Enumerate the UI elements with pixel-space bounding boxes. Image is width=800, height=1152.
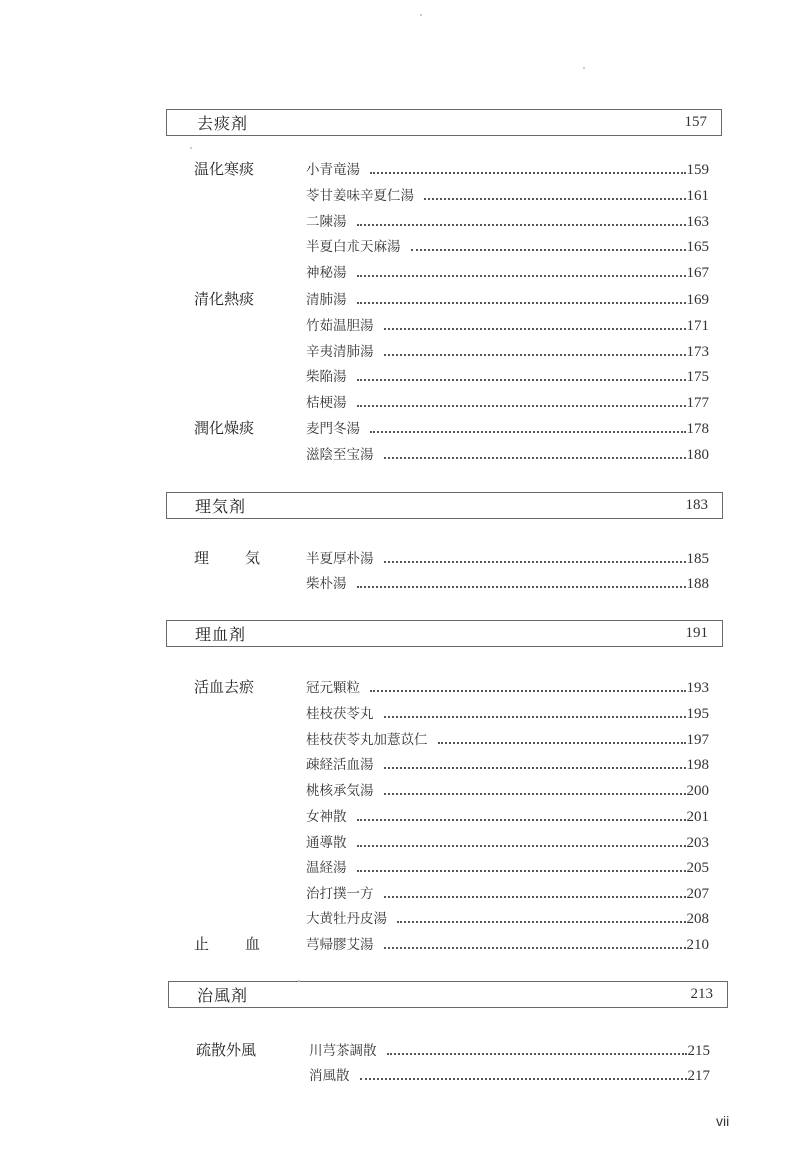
category-char: 理 xyxy=(194,549,210,567)
section-page-number: 157 xyxy=(684,114,707,130)
toc-row xyxy=(0,1039,800,1064)
toc-row xyxy=(0,391,800,416)
toc-entry[interactable] xyxy=(306,314,709,335)
entry-page-number: 167 xyxy=(686,265,709,281)
toc-row xyxy=(0,676,800,701)
entry-name: 竹茹温胆湯 xyxy=(306,318,374,334)
entry-page-number: 205 xyxy=(686,860,709,876)
toc-entry[interactable] xyxy=(306,365,709,386)
category-label: 温化寒痰 xyxy=(194,160,255,178)
toc-entry[interactable] xyxy=(306,235,709,256)
entry-name: 小青竜湯 xyxy=(306,162,360,178)
entry-page-number: 203 xyxy=(686,835,709,851)
toc-entry[interactable] xyxy=(306,572,709,593)
section-page-number: 183 xyxy=(685,497,708,513)
entry-name: 芎帰膠艾湯 xyxy=(306,937,374,953)
toc-entry[interactable] xyxy=(306,261,709,282)
section-title: 治風剤 xyxy=(197,986,249,1005)
section-page-number: 213 xyxy=(690,986,713,1002)
toc-row xyxy=(0,261,800,286)
entry-page-number: 169 xyxy=(686,292,709,308)
entry-name: 温経湯 xyxy=(306,860,347,876)
dot-leader xyxy=(384,947,686,949)
entry-name: 大黄牡丹皮湯 xyxy=(306,911,387,927)
scan-speck xyxy=(420,14,422,16)
toc-entry[interactable] xyxy=(306,391,709,412)
entry-name: 川芎茶調散 xyxy=(309,1043,377,1059)
toc-row xyxy=(0,753,800,778)
dot-leader xyxy=(370,172,686,174)
toc-entry[interactable] xyxy=(306,805,709,826)
entry-page-number: 175 xyxy=(686,369,709,385)
toc-entry[interactable] xyxy=(306,831,709,852)
toc-entry[interactable] xyxy=(306,728,709,749)
dot-leader xyxy=(411,249,686,251)
entry-name: 柴朴湯 xyxy=(306,576,347,592)
entry-page-number: 163 xyxy=(686,214,709,230)
dot-leader xyxy=(357,845,686,847)
dot-leader xyxy=(384,457,686,459)
entry-page-number: 159 xyxy=(686,162,709,178)
toc-row xyxy=(0,882,800,907)
entry-page-number: 201 xyxy=(686,809,709,825)
entry-name: 半夏厚朴湯 xyxy=(306,551,374,567)
dot-leader xyxy=(384,716,686,718)
dot-leader xyxy=(384,328,686,330)
entry-page-number: 195 xyxy=(686,706,709,722)
section-page-number: 191 xyxy=(685,625,708,641)
scan-speck xyxy=(298,980,300,982)
toc-row xyxy=(0,210,800,235)
category-char: 止 xyxy=(194,935,210,953)
entry-name: 神秘湯 xyxy=(306,265,347,281)
toc-entry[interactable] xyxy=(306,933,709,954)
entry-name: 二陳湯 xyxy=(306,214,347,230)
section-header-kyotanzai xyxy=(166,109,722,136)
toc-row xyxy=(0,235,800,260)
toc-row xyxy=(0,340,800,365)
entry-name: 清肺湯 xyxy=(306,292,347,308)
dot-leader xyxy=(397,921,686,923)
toc-row xyxy=(0,365,800,390)
toc-row xyxy=(0,1064,800,1089)
category-label xyxy=(194,933,260,954)
toc-row xyxy=(0,572,800,597)
entry-name: 冠元顆粒 xyxy=(306,680,360,696)
toc-entry[interactable] xyxy=(306,184,709,205)
entry-page-number: 210 xyxy=(686,937,709,953)
toc-entry[interactable] xyxy=(306,158,709,179)
toc-entry[interactable] xyxy=(309,1039,710,1060)
toc-entry[interactable] xyxy=(306,210,709,231)
entry-page-number: 161 xyxy=(686,188,709,204)
toc-entry[interactable] xyxy=(306,676,709,697)
dot-leader xyxy=(357,870,686,872)
entry-name: 半夏白朮天麻湯 xyxy=(306,239,401,255)
toc-entry[interactable] xyxy=(306,340,709,361)
toc-entry[interactable] xyxy=(306,417,709,438)
entry-name: 辛夷清肺湯 xyxy=(306,344,374,360)
dot-leader xyxy=(370,690,686,692)
toc-row xyxy=(0,933,800,958)
dot-leader xyxy=(357,275,686,277)
toc-row xyxy=(0,805,800,830)
toc-row xyxy=(0,856,800,881)
scan-speck xyxy=(190,147,192,149)
entry-name: 滋陰至宝湯 xyxy=(306,447,374,463)
dot-leader xyxy=(387,1053,687,1055)
dot-leader xyxy=(384,793,686,795)
toc-row xyxy=(0,728,800,753)
entry-page-number: 165 xyxy=(686,239,709,255)
dot-leader xyxy=(384,896,686,898)
dot-leader xyxy=(424,198,686,200)
toc-entry[interactable] xyxy=(306,907,709,928)
entry-page-number: 193 xyxy=(686,680,709,696)
category-label: 活血去瘀 xyxy=(194,678,255,696)
dot-leader xyxy=(357,302,686,304)
dot-leader xyxy=(357,819,686,821)
entry-page-number: 215 xyxy=(687,1043,710,1059)
entry-page-number: 198 xyxy=(686,757,709,773)
section-title: 去痰剤 xyxy=(197,114,249,133)
entry-name: 通導散 xyxy=(306,835,347,851)
entry-page-number: 217 xyxy=(687,1068,710,1084)
entry-name: 麦門冬湯 xyxy=(306,421,360,437)
section-title: 理気剤 xyxy=(195,497,247,516)
toc-entry[interactable] xyxy=(306,702,709,723)
entry-name: 柴陥湯 xyxy=(306,369,347,385)
toc-entry[interactable] xyxy=(306,547,709,568)
entry-name: 桂枝茯苓丸加薏苡仁 xyxy=(306,732,428,748)
toc-entry[interactable] xyxy=(309,1064,710,1085)
dot-leader xyxy=(384,767,686,769)
toc-row xyxy=(0,184,800,209)
entry-name: 疎経活血湯 xyxy=(306,757,374,773)
entry-page-number: 188 xyxy=(686,576,709,592)
entry-name: 消風散 xyxy=(309,1068,350,1084)
toc-row xyxy=(0,417,800,442)
toc-row xyxy=(0,779,800,804)
entry-name: 女神散 xyxy=(306,809,347,825)
dot-leader xyxy=(370,431,686,433)
toc-entry[interactable] xyxy=(306,443,709,464)
toc-entry[interactable] xyxy=(306,288,709,309)
section-title: 理血剤 xyxy=(195,625,247,644)
entry-name: 桂枝茯苓丸 xyxy=(306,706,374,722)
entry-page-number: 207 xyxy=(686,886,709,902)
category-label: 疏散外風 xyxy=(196,1041,257,1059)
section-header-riketsuzai xyxy=(166,620,723,647)
toc-row xyxy=(0,702,800,727)
toc-row xyxy=(0,907,800,932)
toc-row xyxy=(0,288,800,313)
dot-leader xyxy=(357,586,686,588)
toc-entry[interactable] xyxy=(306,856,709,877)
dot-leader xyxy=(357,405,686,407)
entry-name: 治打撲一方 xyxy=(306,886,374,902)
category-label xyxy=(194,547,260,568)
toc-row xyxy=(0,314,800,339)
category-label: 潤化燥痰 xyxy=(194,419,255,437)
dot-leader xyxy=(360,1078,687,1080)
entry-page-number: 173 xyxy=(686,344,709,360)
toc-row xyxy=(0,831,800,856)
entry-page-number: 208 xyxy=(686,911,709,927)
entry-page-number: 171 xyxy=(686,318,709,334)
entry-page-number: 178 xyxy=(686,421,709,437)
dot-leader xyxy=(384,561,686,563)
section-header-rikizai xyxy=(166,492,723,519)
page-folio: vii xyxy=(716,1113,730,1129)
entry-page-number: 177 xyxy=(686,395,709,411)
category-char: 血 xyxy=(244,935,260,953)
category-char: 気 xyxy=(244,549,260,567)
dot-leader xyxy=(357,224,686,226)
section-header-chifuzai xyxy=(168,981,728,1008)
category-label: 清化熱痰 xyxy=(194,290,255,308)
toc-row xyxy=(0,443,800,468)
toc-entry[interactable] xyxy=(306,882,709,903)
entry-page-number: 197 xyxy=(686,732,709,748)
entry-name: 桔梗湯 xyxy=(306,395,347,411)
entry-name: 苓甘姜味辛夏仁湯 xyxy=(306,188,414,204)
entry-page-number: 180 xyxy=(686,447,709,463)
entry-page-number: 200 xyxy=(686,783,709,799)
entry-page-number: 185 xyxy=(686,551,709,567)
toc-row xyxy=(0,158,800,183)
toc-row xyxy=(0,547,800,572)
toc-entry[interactable] xyxy=(306,779,709,800)
scan-speck xyxy=(583,67,585,69)
dot-leader xyxy=(438,742,686,744)
dot-leader xyxy=(357,379,686,381)
toc-entry[interactable] xyxy=(306,753,709,774)
entry-name: 桃核承気湯 xyxy=(306,783,374,799)
dot-leader xyxy=(384,354,686,356)
